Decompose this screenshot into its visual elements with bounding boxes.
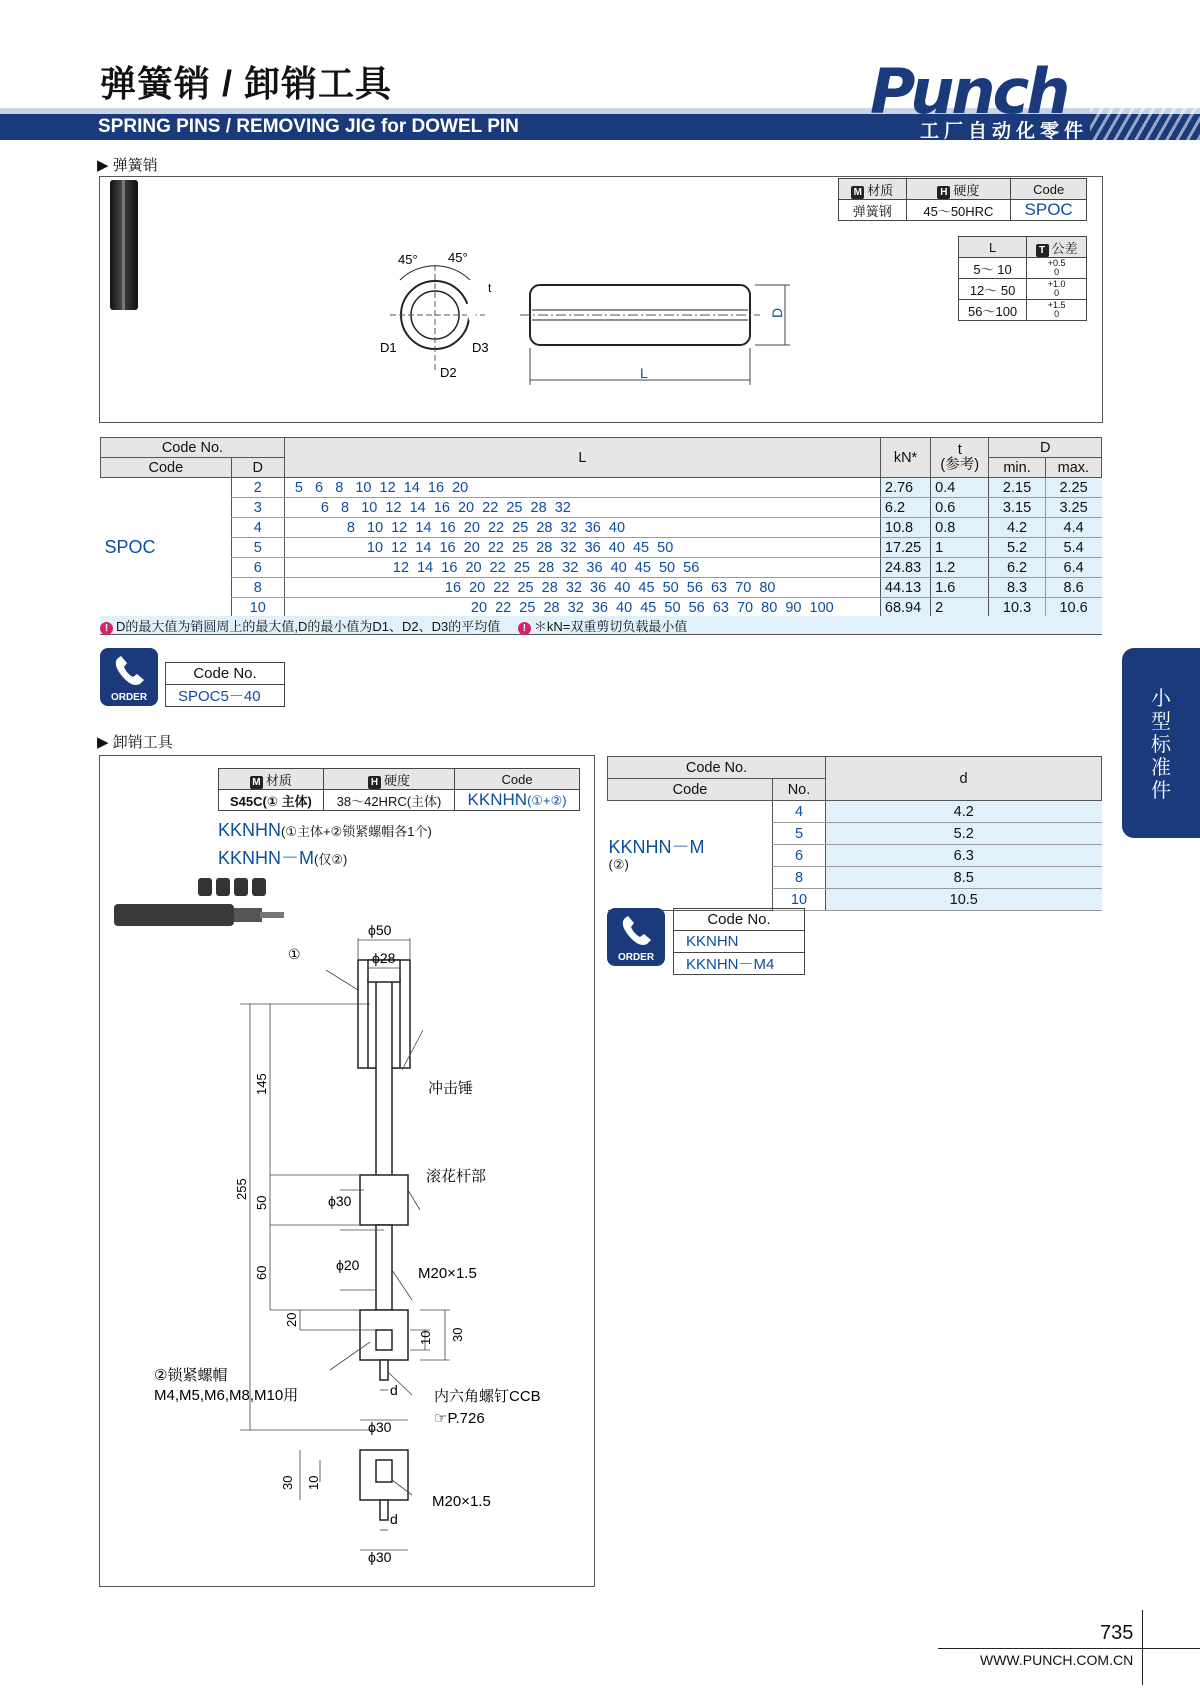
callout-1: ① <box>288 946 301 962</box>
D-header: D <box>989 438 1102 458</box>
d-cell: 6 <box>231 558 284 578</box>
material-header: M 材质 <box>839 179 907 200</box>
page-subtitle: SPRING PINS / REMOVING JIG for DOWEL PIN <box>98 116 519 137</box>
hardness-tag-icon: H <box>368 776 381 789</box>
order-code-table-1: Code No. SPOC5－40 <box>165 662 285 707</box>
code-value: SPOC <box>1011 200 1087 221</box>
tol-row-l: 56〜100 <box>959 300 1027 321</box>
code-header: Code <box>1011 179 1087 200</box>
d-cell: 2 <box>231 478 284 498</box>
tol-header: T 公差 <box>1027 237 1087 258</box>
hardness-value: 45〜50HRC <box>906 200 1011 221</box>
d-cell: 3 <box>231 498 284 518</box>
table-note: ! D的最大值为销圆周上的最大值,D的最小值为D1、D2、D3的平均值 ! ＊kN=双重剪切负载最小值 <box>100 616 1102 635</box>
jig-drawing <box>140 890 590 1580</box>
codeno-header: Code No. <box>101 438 285 458</box>
d-header: D <box>231 458 284 478</box>
min-cell: 10.3 <box>989 598 1045 618</box>
material-tag-icon: M <box>851 186 864 199</box>
d-label-1: d <box>390 1382 398 1398</box>
min-cell: 8.3 <box>989 578 1045 598</box>
t-cell: 1 <box>931 538 989 558</box>
order-code-table-2: Code No. KKNHN KKNHN－M4 <box>673 908 805 975</box>
kn-cell: 17.25 <box>880 538 930 558</box>
footer-line <box>938 1648 1200 1649</box>
max-cell: 3.25 <box>1045 498 1101 518</box>
spring-pin-drawing <box>360 240 800 395</box>
order-icon: ORDER <box>607 908 665 966</box>
dim-145: 145 <box>254 1073 269 1095</box>
order-example: SPOC5－40 <box>166 685 285 707</box>
kn-cell: 68.94 <box>880 598 930 618</box>
min-header: min. <box>989 458 1045 478</box>
nut-label: ②锁紧螺帽 <box>154 1367 228 1384</box>
thread-label-2: M20×1.5 <box>432 1493 491 1510</box>
dim-50: 50 <box>254 1195 269 1210</box>
min-cell: 2.15 <box>989 478 1045 498</box>
L-cell: 16 20 22 25 28 32 36 40 45 50 56 63 70 80 <box>284 578 880 598</box>
max-cell: 2.25 <box>1045 478 1101 498</box>
diameter-label: D <box>769 307 785 318</box>
jig-material: S45C(① 主体) <box>219 790 324 811</box>
t-cell: 0.8 <box>931 518 989 538</box>
L-cell: 6 8 10 12 14 16 20 22 25 28 32 <box>284 498 880 518</box>
jig-m-code: KKNHN－M <box>608 836 705 857</box>
L-cell: 20 22 25 28 32 36 40 45 50 56 63 70 80 90 100 <box>284 598 880 618</box>
kn-cell: 44.13 <box>880 578 930 598</box>
code-header: Code <box>101 458 232 478</box>
order-icon: ORDER <box>100 648 158 706</box>
dim-phi20: ϕ20 <box>336 1257 360 1273</box>
t-cell: 0.4 <box>931 478 989 498</box>
dim-phi30c: ϕ30 <box>368 1549 392 1565</box>
kn-cell: 6.2 <box>880 498 930 518</box>
min-cell: 3.15 <box>989 498 1045 518</box>
kn-cell: 24.83 <box>880 558 930 578</box>
dim-20: 20 <box>284 1312 299 1327</box>
dim-phi30a: ϕ30 <box>328 1193 352 1209</box>
tolerance-tag-icon: T <box>1036 244 1049 257</box>
material-value: 弹簧钢 <box>839 200 907 221</box>
nut-sizes: M4,M5,M6,M8,M10用 <box>154 1387 299 1404</box>
dim-phi28: ϕ28 <box>372 950 396 966</box>
page-number: 735 <box>1100 1622 1134 1644</box>
kn-cell: 2.76 <box>880 478 930 498</box>
tolerance-table: L T 公差 5〜 10 +0.5 0 12〜 50 +1.0 0 56〜100 +1.5 0 <box>958 236 1087 321</box>
L-cell: 5 6 8 10 12 14 16 20 <box>284 478 880 498</box>
jig-spec-table: M 材质 H 硬度 Code S45C(① 主体) 38〜42HRC(主体) KKNHN(①+②) <box>218 768 580 811</box>
length-label: L <box>640 365 648 381</box>
warning-icon: ! <box>100 622 113 635</box>
t-cell: 1.2 <box>931 558 989 578</box>
jig-code-table: Code No. d Code No. KKNHN－M (②) 4 4.2 5 5.2 6 6.3 8 8.5 10 10.5 <box>607 756 1102 911</box>
header-stripes <box>1090 108 1200 140</box>
L-cell: 10 12 14 16 20 22 25 28 32 36 40 45 50 <box>284 538 880 558</box>
t-label: t <box>488 281 492 295</box>
angle-label-2: 45° <box>448 250 468 265</box>
section-heading-spring-pins: ▶ 弹簧销 <box>97 157 158 174</box>
min-cell: 5.2 <box>989 538 1045 558</box>
kn-header: kN* <box>880 438 930 478</box>
dim-60: 60 <box>254 1265 269 1280</box>
tol-row-l: 5〜 10 <box>959 258 1027 279</box>
d-cell: 5 <box>231 538 284 558</box>
page-ref: ☞P.726 <box>434 1410 485 1427</box>
tol-l-header: L <box>959 237 1027 258</box>
brand-logo: Punch <box>870 55 1068 128</box>
angle-label-1: 45° <box>398 252 418 267</box>
hardness-tag-icon: H <box>937 186 950 199</box>
d1-label: D1 <box>380 340 397 355</box>
t-cell: 1.6 <box>931 578 989 598</box>
material-tag-icon: M <box>250 776 263 789</box>
max-cell: 4.4 <box>1045 518 1101 538</box>
hardness-header: H 硬度 <box>906 179 1011 200</box>
kn-cell: 10.8 <box>880 518 930 538</box>
dim-30: 30 <box>450 1327 465 1342</box>
warning-icon: ! <box>518 622 531 635</box>
L-header: L <box>284 438 880 478</box>
max-cell: 10.6 <box>1045 598 1101 618</box>
d-label-2: d <box>390 1511 398 1527</box>
max-header: max. <box>1045 458 1101 478</box>
dim-30b: 30 <box>280 1475 295 1490</box>
tol-row-l: 12〜 50 <box>959 279 1027 300</box>
footer-url[interactable]: WWW.PUNCH.COM.CN <box>980 1652 1134 1668</box>
hammer-label: 冲击锤 <box>428 1080 474 1097</box>
dim-10: 10 <box>418 1330 433 1345</box>
t-cell: 0.6 <box>931 498 989 518</box>
jig-desc-2: KKNHN－M(仅②) <box>218 848 348 868</box>
max-cell: 6.4 <box>1045 558 1101 578</box>
min-cell: 6.2 <box>989 558 1045 578</box>
d3-label: D3 <box>472 340 489 355</box>
dim-255: 255 <box>234 1178 249 1200</box>
d-cell: 8 <box>231 578 284 598</box>
d-cell: 4 <box>231 518 284 538</box>
brand-tagline: 工厂自动化零件 <box>920 121 1089 142</box>
L-cell: 8 10 12 14 16 20 22 25 28 32 36 40 <box>284 518 880 538</box>
L-cell: 12 14 16 20 22 25 28 32 36 40 45 50 56 <box>284 558 880 578</box>
spring-pin-photo <box>110 180 138 310</box>
dim-phi30b: ϕ30 <box>368 1419 392 1435</box>
t-cell: 2 <box>931 598 989 618</box>
knurl-label: 滚花杆部 <box>426 1168 487 1185</box>
spring-pin-table <box>100 437 1102 618</box>
max-cell: 5.4 <box>1045 538 1101 558</box>
side-tab[interactable]: 小型标准件 <box>1122 648 1200 838</box>
section-heading-removing-jig: ▶ 卸销工具 <box>97 734 173 751</box>
page-title: 弹簧销 / 卸销工具 <box>100 63 393 104</box>
jig-hardness: 38〜42HRC(主体) <box>323 790 454 811</box>
spoc-code: SPOC <box>101 478 232 618</box>
max-cell: 8.6 <box>1045 578 1101 598</box>
dim-10b: 10 <box>306 1475 321 1490</box>
dim-phi50: ϕ50 <box>368 922 392 938</box>
min-cell: 4.2 <box>989 518 1045 538</box>
t-header: t (参考) <box>931 438 989 478</box>
d-cell: 10 <box>231 598 284 618</box>
jig-desc-1: KKNHN(①主体+②锁紧螺帽各1个) <box>218 820 432 840</box>
d2-label: D2 <box>440 365 457 380</box>
spring-pin-spec-table <box>838 178 1087 221</box>
screw-label: 内六角螺钉CCB <box>434 1388 541 1405</box>
thread-label-1: M20×1.5 <box>418 1265 477 1282</box>
